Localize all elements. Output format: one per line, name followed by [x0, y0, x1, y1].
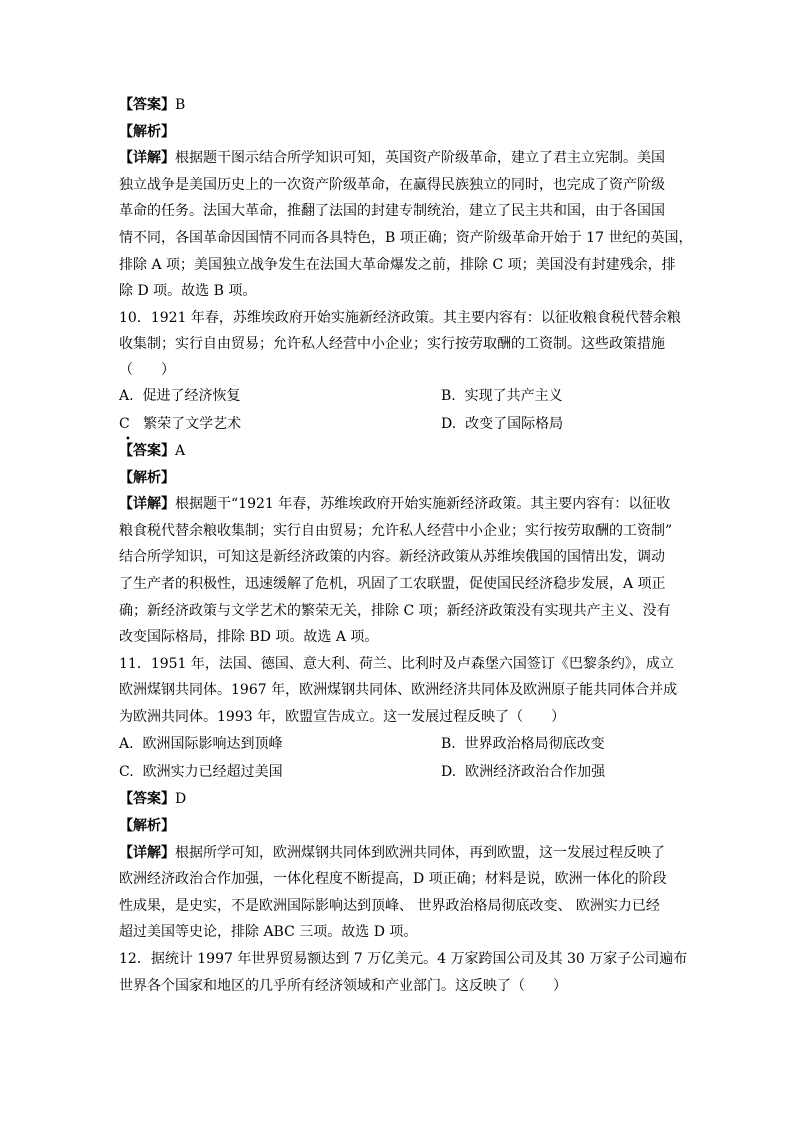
q12-stem-line: 世界各个国家和地区的几乎所有经济领域和产业部门。这反映了（ ） — [119, 977, 567, 994]
q10-detail-line: 确；新经济政策与文学艺术的繁荣无关，排除 C 项；新经济政策没有实现共产主义、没有 — [119, 602, 671, 619]
q9-detail-line: 独立战争是美国历史上的一次资产阶级革命，在赢得民族独立的同时，也完成了资产阶级 — [119, 176, 665, 193]
q9-detail-line: 除 D 项。故选 B 项。 — [119, 283, 257, 300]
q12-stem-line: 12．据统计 1997 年世界贸易额达到 7 万亿美元。4 万家跨国公司及其 30 万家子公司遍布 — [119, 951, 688, 968]
option-c: C. 欧洲实力已经超过美国 — [119, 764, 283, 781]
q11-detail-line: 欧洲经济政治合作加强，一体化程度不断提高，D 项正确；材料是说，欧洲一体化的阶段 — [119, 871, 667, 888]
q10-stem-line: 10．1921 年春，苏维埃政府开始实施新经济政策。其主要内容有：以征收粮食税代替余粮 — [119, 309, 681, 326]
option-b: B. 实现了共产主义 — [441, 387, 563, 404]
q10-detail-line: 了生产者的积极性，迅速缓解了危机，巩固了工农联盟，促使国民经济稳步发展，A 项正 — [119, 575, 666, 592]
option-d: D. 改变了国际格局 — [441, 415, 564, 432]
q11-options-row — [119, 730, 679, 758]
q11-stem-line: 11．1951 年，法国、德国、意大利、荷兰、比利时及卢森堡六国签订《巴黎条约》，成立 — [119, 655, 674, 672]
q10-analysis-tag: 【解析】 — [119, 469, 175, 486]
q10-stem-line: （ ） — [119, 361, 175, 378]
answer-value: B — [175, 97, 186, 113]
q9-detail-line: 革命的任务。法国大革命，推翻了法国的封建专制统治，建立了民主共和国，由于各国国 — [119, 203, 665, 220]
q10-detail-line: 结合所学知识，可知这是新经济政策的内容。新经济政策从苏维埃俄国的国情出发，调动 — [119, 549, 665, 566]
detail-tag: 【详解】 — [119, 150, 175, 167]
q10-options-row — [119, 382, 679, 410]
q11-stem-line: 欧洲煤钢共同体。1967 年，欧洲煤钢共同体、欧洲经济共同体及欧洲原子能共同体合并成 — [119, 682, 678, 699]
option-a: A. 促进了经济恢复 — [119, 387, 241, 404]
q10-detail-line: 【详解】根据题干“1921 年春，苏维埃政府开始实施新经济政策。其主要内容有：以征收 — [119, 496, 671, 513]
q9-detail-line: 排除 A 项；美国独立战争发生在法国大革命爆发之前，排除 C 项；美国没有封建残余，排 — [119, 256, 676, 273]
q11-detail-line: 性成果，是史实，不是欧洲国际影响达到顶峰、 世界政治格局彻底改变、 欧洲实力已经 — [119, 897, 660, 914]
stray-dot-mark: • — [125, 433, 131, 445]
q11-options-row — [119, 758, 679, 786]
q11-analysis-tag: 【解析】 — [119, 818, 175, 835]
q11-detail-line: 超过美国等史论，排除 ABC 三项。故选 D 项。 — [119, 924, 418, 941]
q11-stem-line: 为欧洲共同体。1993 年，欧盟宣告成立。这一发展过程反映了（ ） — [119, 708, 566, 725]
q9-detail-line: 【详解】根据题干图示结合所学知识可知，英国资产阶级革命，建立了君主立宪制。美国 — [119, 150, 665, 167]
q11-detail-line: 【详解】根据所学可知，欧洲煤钢共同体到欧洲共同体，再到欧盟，这一发展过程反映了 — [119, 844, 665, 861]
document-content — [119, 92, 693, 999]
q9-detail-line: 情不同，各国革命因国情不同而各具特色，B 项正确；资产阶级革命开始于 17 世纪的英国， — [119, 229, 693, 246]
q10-detail-line: 粮食税代替余粮收集制；实行自由贸易；允许私人经营中小企业；实行按劳取酬的工资制” — [119, 522, 673, 539]
q10-detail-line: 改变国际格局，排除 BD 项。故选 A 项。 — [119, 629, 379, 646]
q11-answer: 【答案】D — [119, 791, 187, 808]
option-b: B. 世界政治格局彻底改变 — [441, 736, 605, 753]
q10-options-row — [119, 410, 679, 445]
q9-answer — [119, 92, 679, 119]
q10-answer: 【答案】A — [119, 442, 186, 459]
q10-stem-line: 收集制；实行自由贸易；允许私人经营中小企业；实行按劳取酬的工资制。这些政策措施 — [119, 336, 665, 353]
q9-analysis-tag: 【解析】 — [119, 123, 175, 140]
answer-tag: 【答案】 — [119, 97, 175, 113]
option-c: C 繁荣了文学艺术 — [119, 415, 242, 432]
option-d: D. 欧洲经济政治合作加强 — [441, 764, 606, 781]
option-a: A. 欧洲国际影响达到顶峰 — [119, 736, 283, 753]
